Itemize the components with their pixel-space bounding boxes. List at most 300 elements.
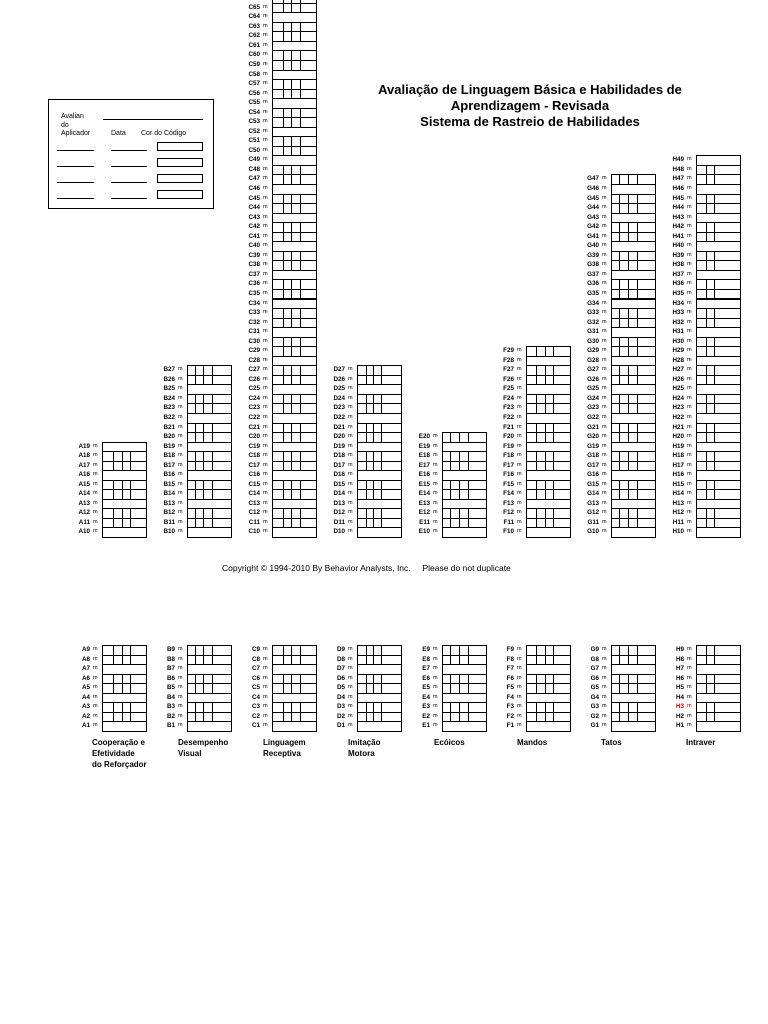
- skill-score-box-c13[interactable]: [272, 499, 317, 510]
- skill-score-box-g18[interactable]: [611, 451, 656, 462]
- skill-score-box-c9[interactable]: [272, 645, 317, 656]
- skill-score-box-a10[interactable]: [102, 527, 147, 538]
- skill-score-box-h38[interactable]: [696, 260, 741, 271]
- skill-score-box-h8[interactable]: [696, 655, 741, 666]
- skill-score-box-c37[interactable]: [272, 270, 317, 281]
- skill-score-box-c23[interactable]: [272, 403, 317, 414]
- skill-score-box-c26[interactable]: [272, 375, 317, 386]
- skill-score-box-b18[interactable]: [187, 451, 232, 462]
- skill-score-box-d21[interactable]: [357, 423, 402, 434]
- skill-score-box-a19[interactable]: [102, 442, 147, 453]
- skill-score-box-g16[interactable]: [611, 470, 656, 481]
- skill-score-box-h14[interactable]: [696, 489, 741, 500]
- skill-score-box-g24[interactable]: [611, 394, 656, 405]
- skill-score-box-e4[interactable]: [442, 693, 487, 704]
- skill-score-box-h22[interactable]: [696, 413, 741, 424]
- skill-score-box-g7[interactable]: [611, 664, 656, 675]
- skill-score-box-g47[interactable]: [611, 174, 656, 185]
- skill-score-box-e3[interactable]: [442, 702, 487, 713]
- skill-score-box-b1[interactable]: [187, 721, 232, 732]
- skill-score-box-e7[interactable]: [442, 664, 487, 675]
- skill-score-box-f29[interactable]: [526, 346, 571, 357]
- skill-score-box-c11[interactable]: [272, 518, 317, 529]
- skill-score-box-c49[interactable]: [272, 155, 317, 166]
- skill-score-box-e5[interactable]: [442, 683, 487, 694]
- skill-score-box-c21[interactable]: [272, 423, 317, 434]
- skill-score-box-c60[interactable]: [272, 50, 317, 61]
- skill-score-box-a15[interactable]: [102, 480, 147, 491]
- skill-score-box-d17[interactable]: [357, 461, 402, 472]
- skill-score-box-f2[interactable]: [526, 712, 571, 723]
- skill-score-box-d25[interactable]: [357, 384, 402, 395]
- skill-score-box-g25[interactable]: [611, 384, 656, 395]
- skill-score-box-h3[interactable]: [696, 702, 741, 713]
- skill-score-box-b4[interactable]: [187, 693, 232, 704]
- skill-score-box-e1[interactable]: [442, 721, 487, 732]
- skill-score-box-a12[interactable]: [102, 508, 147, 519]
- skill-score-box-g34[interactable]: [611, 299, 656, 310]
- skill-score-divider: [291, 165, 292, 176]
- skill-score-box-d4[interactable]: [357, 693, 402, 704]
- skill-score-box-g6[interactable]: [611, 674, 656, 685]
- skill-marker-c36: m: [263, 280, 268, 287]
- skill-score-box-c50[interactable]: [272, 146, 317, 157]
- skill-score-box-g10[interactable]: [611, 527, 656, 538]
- skill-label-c13: C13: [248, 499, 260, 507]
- skill-score-box-c47[interactable]: [272, 174, 317, 185]
- skill-score-box-f6[interactable]: [526, 674, 571, 685]
- skill-score-box-d11[interactable]: [357, 518, 402, 529]
- skill-score-box-c65[interactable]: [272, 3, 317, 14]
- skill-score-box-b19[interactable]: [187, 442, 232, 453]
- skill-score-box-c42[interactable]: [272, 222, 317, 233]
- skill-score-box-h17[interactable]: [696, 461, 741, 472]
- skill-score-box-f14[interactable]: [526, 489, 571, 500]
- skill-score-box-d12[interactable]: [357, 508, 402, 519]
- skill-score-box-c18[interactable]: [272, 451, 317, 462]
- skill-score-divider: [122, 451, 123, 462]
- skill-score-box-d14[interactable]: [357, 489, 402, 500]
- skill-score-box-c43[interactable]: [272, 213, 317, 224]
- skill-score-box-f9[interactable]: [526, 645, 571, 656]
- skill-score-box-a2[interactable]: [102, 712, 147, 723]
- skill-score-box-b25[interactable]: [187, 384, 232, 395]
- skill-score-box-g41[interactable]: [611, 232, 656, 243]
- skill-score-box-d7[interactable]: [357, 664, 402, 675]
- skill-score-box-b27[interactable]: [187, 365, 232, 376]
- skill-score-box-h11[interactable]: [696, 518, 741, 529]
- skill-score-box-c29[interactable]: [272, 346, 317, 357]
- skill-score-box-h10[interactable]: [696, 527, 741, 538]
- skill-score-box-d27[interactable]: [357, 365, 402, 376]
- skill-score-box-c41[interactable]: [272, 232, 317, 243]
- skill-score-box-h39[interactable]: [696, 251, 741, 262]
- skill-score-box-g12[interactable]: [611, 508, 656, 519]
- skill-score-box-a4[interactable]: [102, 693, 147, 704]
- skill-score-box-c66[interactable]: [272, 0, 317, 4]
- skill-score-box-d1[interactable]: [357, 721, 402, 732]
- skill-score-box-c51[interactable]: [272, 136, 317, 147]
- skill-score-box-g33[interactable]: [611, 308, 656, 319]
- skill-score-box-g8[interactable]: [611, 655, 656, 666]
- skill-score-box-a7[interactable]: [102, 664, 147, 675]
- skill-score-box-e9[interactable]: [442, 645, 487, 656]
- skill-score-box-e13[interactable]: [442, 499, 487, 510]
- skill-score-box-e18[interactable]: [442, 451, 487, 462]
- skill-score-box-c38[interactable]: [272, 260, 317, 271]
- skill-score-box-f13[interactable]: [526, 499, 571, 510]
- skill-score-box-d13[interactable]: [357, 499, 402, 510]
- skill-score-box-a5[interactable]: [102, 683, 147, 694]
- skill-score-box-c62[interactable]: [272, 31, 317, 42]
- skill-score-box-a13[interactable]: [102, 499, 147, 510]
- skill-score-box-f26[interactable]: [526, 375, 571, 386]
- skill-score-box-c15[interactable]: [272, 480, 317, 491]
- skill-score-box-b14[interactable]: [187, 489, 232, 500]
- skill-score-box-a14[interactable]: [102, 489, 147, 500]
- skill-score-box-h27[interactable]: [696, 365, 741, 376]
- skill-score-box-h32[interactable]: [696, 318, 741, 329]
- skill-score-box-h19[interactable]: [696, 442, 741, 453]
- skill-score-box-c14[interactable]: [272, 489, 317, 500]
- skill-score-box-h37[interactable]: [696, 270, 741, 281]
- skill-score-box-h21[interactable]: [696, 423, 741, 434]
- skill-score-box-b5[interactable]: [187, 683, 232, 694]
- skill-score-box-d22[interactable]: [357, 413, 402, 424]
- skill-score-box-c19[interactable]: [272, 442, 317, 453]
- skill-score-box-h28[interactable]: [696, 356, 741, 367]
- skill-score-box-h25[interactable]: [696, 384, 741, 395]
- skill-score-box-c63[interactable]: [272, 22, 317, 33]
- skill-score-box-h45[interactable]: [696, 194, 741, 205]
- skill-score-box-h26[interactable]: [696, 375, 741, 386]
- skill-score-box-c8[interactable]: [272, 655, 317, 666]
- skill-score-box-f11[interactable]: [526, 518, 571, 529]
- skill-score-box-h35[interactable]: [696, 289, 741, 300]
- skill-score-box-b8[interactable]: [187, 655, 232, 666]
- skill-score-divider: [536, 394, 537, 405]
- skill-score-box-c36[interactable]: [272, 279, 317, 290]
- skill-score-box-h13[interactable]: [696, 499, 741, 510]
- skill-marker-d9: m: [348, 646, 353, 653]
- skill-score-box-c22[interactable]: [272, 413, 317, 424]
- skill-score-box-c17[interactable]: [272, 461, 317, 472]
- skill-score-box-e14[interactable]: [442, 489, 487, 500]
- skill-score-box-g27[interactable]: [611, 365, 656, 376]
- skill-score-box-d16[interactable]: [357, 470, 402, 481]
- skill-score-box-b16[interactable]: [187, 470, 232, 481]
- skill-score-box-d20[interactable]: [357, 432, 402, 443]
- skill-score-box-e19[interactable]: [442, 442, 487, 453]
- skill-score-box-e10[interactable]: [442, 527, 487, 538]
- skill-score-box-h43[interactable]: [696, 213, 741, 224]
- skill-score-box-c16[interactable]: [272, 470, 317, 481]
- skill-score-box-g11[interactable]: [611, 518, 656, 529]
- skill-score-box-c4[interactable]: [272, 693, 317, 704]
- skill-score-box-h31[interactable]: [696, 327, 741, 338]
- skill-score-box-h9[interactable]: [696, 645, 741, 656]
- skill-score-box-c64[interactable]: [272, 12, 317, 23]
- skill-score-box-c24[interactable]: [272, 394, 317, 405]
- skill-score-box-f15[interactable]: [526, 480, 571, 491]
- skill-score-box-g13[interactable]: [611, 499, 656, 510]
- skill-score-box-f4[interactable]: [526, 693, 571, 704]
- skill-score-box-g31[interactable]: [611, 327, 656, 338]
- skill-score-box-b9[interactable]: [187, 645, 232, 656]
- skill-score-box-h16[interactable]: [696, 470, 741, 481]
- skill-score-box-f25[interactable]: [526, 384, 571, 395]
- skill-score-box-d10[interactable]: [357, 527, 402, 538]
- skill-score-box-d5[interactable]: [357, 683, 402, 694]
- skill-score-box-h33[interactable]: [696, 308, 741, 319]
- skill-score-box-c31[interactable]: [272, 327, 317, 338]
- skill-score-box-h12[interactable]: [696, 508, 741, 519]
- skill-score-box-b20[interactable]: [187, 432, 232, 443]
- skill-score-box-h15[interactable]: [696, 480, 741, 491]
- skill-score-box-b11[interactable]: [187, 518, 232, 529]
- skill-score-box-h20[interactable]: [696, 432, 741, 443]
- skill-score-box-g9[interactable]: [611, 645, 656, 656]
- skill-score-box-b24[interactable]: [187, 394, 232, 405]
- skill-score-box-a6[interactable]: [102, 674, 147, 685]
- skill-score-box-c25[interactable]: [272, 384, 317, 395]
- skill-score-box-g45[interactable]: [611, 194, 656, 205]
- skill-score-box-g43[interactable]: [611, 213, 656, 224]
- skill-score-box-h4[interactable]: [696, 693, 741, 704]
- skill-score-box-g28[interactable]: [611, 356, 656, 367]
- skill-score-box-g23[interactable]: [611, 403, 656, 414]
- skill-score-box-f21[interactable]: [526, 423, 571, 434]
- skill-score-box-c61[interactable]: [272, 41, 317, 52]
- skill-score-box-c2[interactable]: [272, 712, 317, 723]
- skill-score-box-f20[interactable]: [526, 432, 571, 443]
- skill-score-box-c30[interactable]: [272, 337, 317, 348]
- skill-score-box-c45[interactable]: [272, 194, 317, 205]
- skill-score-box-h48[interactable]: [696, 165, 741, 176]
- skill-score-box-c28[interactable]: [272, 356, 317, 367]
- skill-score-box-h6[interactable]: [696, 674, 741, 685]
- skill-score-box-h36[interactable]: [696, 279, 741, 290]
- skill-score-box-b17[interactable]: [187, 461, 232, 472]
- skill-score-box-c54[interactable]: [272, 108, 317, 119]
- skill-score-box-c39[interactable]: [272, 251, 317, 262]
- skill-score-box-d8[interactable]: [357, 655, 402, 666]
- skill-score-box-f19[interactable]: [526, 442, 571, 453]
- skill-score-box-h40[interactable]: [696, 241, 741, 252]
- skill-score-box-g2[interactable]: [611, 712, 656, 723]
- skill-score-box-a17[interactable]: [102, 461, 147, 472]
- skill-score-box-a16[interactable]: [102, 470, 147, 481]
- skill-score-box-c59[interactable]: [272, 60, 317, 71]
- skill-score-box-c35[interactable]: [272, 289, 317, 300]
- skill-score-box-c10[interactable]: [272, 527, 317, 538]
- skill-score-box-g29[interactable]: [611, 346, 656, 357]
- skill-score-box-c32[interactable]: [272, 318, 317, 329]
- skill-score-box-f27[interactable]: [526, 365, 571, 376]
- skill-score-box-b6[interactable]: [187, 674, 232, 685]
- skill-score-box-b10[interactable]: [187, 527, 232, 538]
- skill-score-box-g39[interactable]: [611, 251, 656, 262]
- skill-score-box-h49[interactable]: [696, 155, 741, 166]
- skill-score-box-d6[interactable]: [357, 674, 402, 685]
- skill-score-box-a8[interactable]: [102, 655, 147, 666]
- skill-score-box-h29[interactable]: [696, 346, 741, 357]
- skill-score-box-g14[interactable]: [611, 489, 656, 500]
- skill-score-box-f3[interactable]: [526, 702, 571, 713]
- skill-score-box-f17[interactable]: [526, 461, 571, 472]
- skill-score-box-a11[interactable]: [102, 518, 147, 529]
- skill-score-box-h1[interactable]: [696, 721, 741, 732]
- skill-score-divider: [195, 365, 196, 376]
- skill-score-box-g44[interactable]: [611, 203, 656, 214]
- skill-score-box-g38[interactable]: [611, 260, 656, 271]
- skill-score-box-b7[interactable]: [187, 664, 232, 675]
- skill-score-box-b22[interactable]: [187, 413, 232, 424]
- skill-score-box-g46[interactable]: [611, 184, 656, 195]
- skill-score-box-c56[interactable]: [272, 89, 317, 100]
- skill-score-box-f28[interactable]: [526, 356, 571, 367]
- skill-score-box-b13[interactable]: [187, 499, 232, 510]
- skill-score-box-c6[interactable]: [272, 674, 317, 685]
- skill-score-divider: [381, 461, 382, 472]
- skill-score-box-a18[interactable]: [102, 451, 147, 462]
- skill-score-box-g21[interactable]: [611, 423, 656, 434]
- skill-score-box-f22[interactable]: [526, 413, 571, 424]
- skill-score-box-c27[interactable]: [272, 365, 317, 376]
- skill-score-box-b12[interactable]: [187, 508, 232, 519]
- skill-score-box-d18[interactable]: [357, 451, 402, 462]
- skill-score-box-c53[interactable]: [272, 117, 317, 128]
- skill-score-box-f18[interactable]: [526, 451, 571, 462]
- skill-score-box-c46[interactable]: [272, 184, 317, 195]
- skill-score-box-c1[interactable]: [272, 721, 317, 732]
- skill-score-box-d2[interactable]: [357, 712, 402, 723]
- skill-score-box-c7[interactable]: [272, 664, 317, 675]
- skill-score-box-g4[interactable]: [611, 693, 656, 704]
- skill-score-box-e12[interactable]: [442, 508, 487, 519]
- skill-score-box-a1[interactable]: [102, 721, 147, 732]
- skill-score-box-g20[interactable]: [611, 432, 656, 443]
- skill-score-box-h42[interactable]: [696, 222, 741, 233]
- skill-score-box-g30[interactable]: [611, 337, 656, 348]
- skill-score-box-b15[interactable]: [187, 480, 232, 491]
- skill-score-box-f10[interactable]: [526, 527, 571, 538]
- skill-score-box-a9[interactable]: [102, 645, 147, 656]
- skill-score-box-d26[interactable]: [357, 375, 402, 386]
- skill-score-box-c52[interactable]: [272, 127, 317, 138]
- skill-score-box-e6[interactable]: [442, 674, 487, 685]
- skill-label-g5: G5: [590, 684, 599, 692]
- skill-score-box-e17[interactable]: [442, 461, 487, 472]
- skill-label-h38: H38: [672, 261, 684, 269]
- skill-score-box-d15[interactable]: [357, 480, 402, 491]
- skill-score-box-g40[interactable]: [611, 241, 656, 252]
- skill-score-box-g5[interactable]: [611, 683, 656, 694]
- skill-score-box-h47[interactable]: [696, 174, 741, 185]
- skill-score-box-c55[interactable]: [272, 98, 317, 109]
- skill-score-box-c48[interactable]: [272, 165, 317, 176]
- skill-score-box-c5[interactable]: [272, 683, 317, 694]
- skill-score-box-f5[interactable]: [526, 683, 571, 694]
- skill-score-box-d9[interactable]: [357, 645, 402, 656]
- skill-score-box-e2[interactable]: [442, 712, 487, 723]
- skill-score-box-b3[interactable]: [187, 702, 232, 713]
- skill-score-box-e8[interactable]: [442, 655, 487, 666]
- skill-score-box-f24[interactable]: [526, 394, 571, 405]
- skill-score-box-f1[interactable]: [526, 721, 571, 732]
- skill-score-box-c40[interactable]: [272, 241, 317, 252]
- skill-score-box-h44[interactable]: [696, 203, 741, 214]
- skill-score-box-h2[interactable]: [696, 712, 741, 723]
- skill-score-box-c58[interactable]: [272, 70, 317, 81]
- skill-score-box-d19[interactable]: [357, 442, 402, 453]
- skill-score-box-g32[interactable]: [611, 318, 656, 329]
- skill-score-box-e20[interactable]: [442, 432, 487, 443]
- skill-score-box-f16[interactable]: [526, 470, 571, 481]
- skill-score-box-g35[interactable]: [611, 289, 656, 300]
- skill-score-box-g17[interactable]: [611, 461, 656, 472]
- skill-score-box-b21[interactable]: [187, 423, 232, 434]
- skill-score-box-c12[interactable]: [272, 508, 317, 519]
- skill-score-box-g36[interactable]: [611, 279, 656, 290]
- skill-score-box-d24[interactable]: [357, 394, 402, 405]
- skill-score-box-b2[interactable]: [187, 712, 232, 723]
- skill-score-box-f23[interactable]: [526, 403, 571, 414]
- skill-score-box-g15[interactable]: [611, 480, 656, 491]
- skill-score-box-g37[interactable]: [611, 270, 656, 281]
- skill-score-box-c44[interactable]: [272, 203, 317, 214]
- skill-label-g28: G28: [587, 356, 599, 364]
- skill-score-box-g22[interactable]: [611, 413, 656, 424]
- skill-score-box-h34[interactable]: [696, 299, 741, 310]
- skill-score-box-f12[interactable]: [526, 508, 571, 519]
- skill-score-box-h41[interactable]: [696, 232, 741, 243]
- skill-score-box-a3[interactable]: [102, 702, 147, 713]
- skill-score-box-h30[interactable]: [696, 337, 741, 348]
- skill-score-box-g19[interactable]: [611, 442, 656, 453]
- skill-score-box-b26[interactable]: [187, 375, 232, 386]
- skill-score-box-d23[interactable]: [357, 403, 402, 414]
- skill-score-box-h7[interactable]: [696, 664, 741, 675]
- skill-score-box-c57[interactable]: [272, 79, 317, 90]
- skill-score-box-g42[interactable]: [611, 222, 656, 233]
- skill-score-divider: [553, 518, 554, 529]
- skill-score-box-h24[interactable]: [696, 394, 741, 405]
- skill-score-box-d3[interactable]: [357, 702, 402, 713]
- skill-score-box-e16[interactable]: [442, 470, 487, 481]
- skill-score-box-c3[interactable]: [272, 702, 317, 713]
- skill-score-box-g1[interactable]: [611, 721, 656, 732]
- skill-score-box-g26[interactable]: [611, 375, 656, 386]
- skill-score-divider: [619, 394, 620, 405]
- skill-score-box-f8[interactable]: [526, 655, 571, 666]
- skill-score-box-b23[interactable]: [187, 403, 232, 414]
- skill-score-box-c33[interactable]: [272, 308, 317, 319]
- skill-score-box-h23[interactable]: [696, 403, 741, 414]
- skill-score-divider: [637, 375, 638, 386]
- skill-score-box-c34[interactable]: [272, 299, 317, 310]
- skill-score-box-h18[interactable]: [696, 451, 741, 462]
- skill-score-box-h5[interactable]: [696, 683, 741, 694]
- skill-label-h34: H34: [672, 299, 684, 307]
- skill-score-box-c20[interactable]: [272, 432, 317, 443]
- skill-score-box-f7[interactable]: [526, 664, 571, 675]
- skill-marker-c62: m: [263, 32, 268, 39]
- skill-score-box-g3[interactable]: [611, 702, 656, 713]
- skill-score-box-h46[interactable]: [696, 184, 741, 195]
- skill-score-box-e15[interactable]: [442, 480, 487, 491]
- skill-score-box-e11[interactable]: [442, 518, 487, 529]
